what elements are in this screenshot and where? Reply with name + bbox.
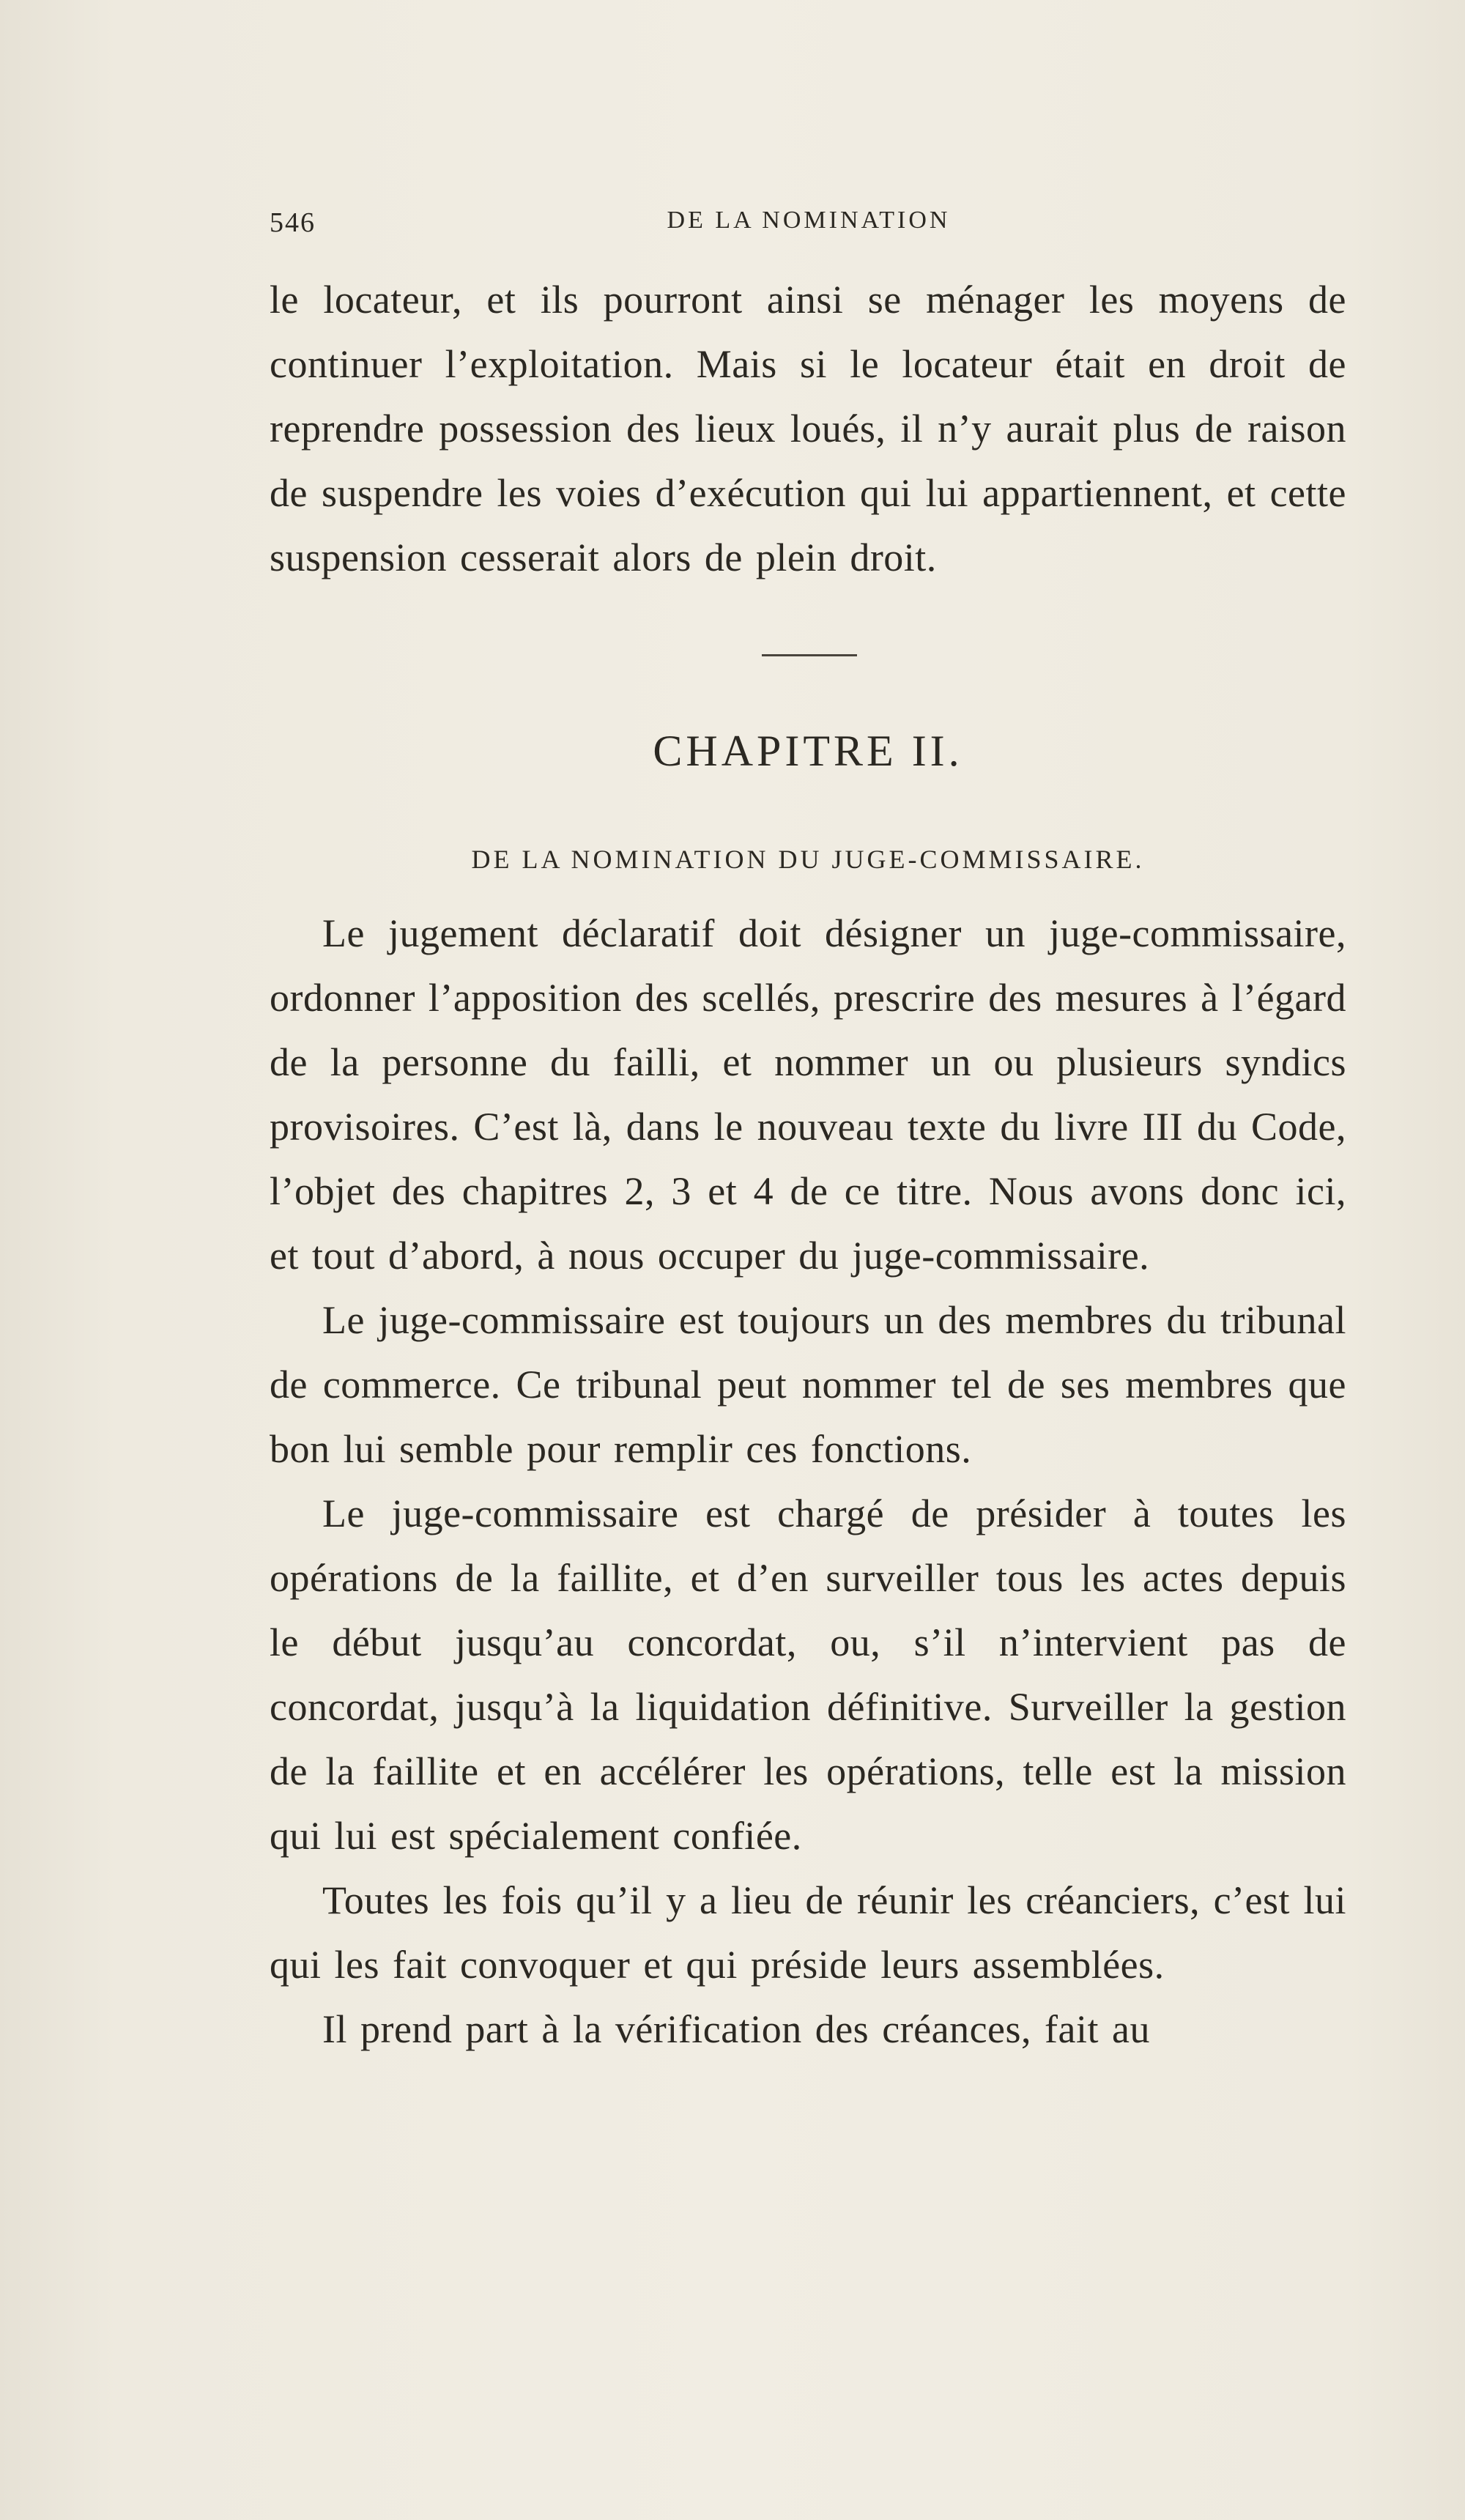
intro-text <box>270 267 1346 590</box>
intro-paragraph: le locateur, et ils pourront ainsi se ménager les moyens de continuer l’exploitation. Mais si le locateur était en droit de reprendre possession des lieux loués, il n’y aurait plus de raison de suspendre les voies d’exécution qui lui appartiennent, et cette suspension cesserait alors de plein droit. <box>270 278 1346 579</box>
paragraph-1: Le jugement déclaratif doit désigner un juge-commissaire, ordonner l’apposition des scellés, prescrire des mesures à l’égard de la personne du failli, et nommer un ou plusieurs syndics provisoires. C’est là, dans le nouveau texte du livre III du Code, l’objet des chapitres 2, 3 et 4 de ce titre. Nous avons donc ici, et tout d’abord, à nous occuper du juge-commissaire. <box>270 911 1347 1278</box>
paragraph-3: Le juge-commissaire est chargé de présider à toutes les opérations de la faillite, et d’en surveiller tous les actes depuis le début jusqu’au concordat, ou, s’il n’intervient pas de concordat, jusqu’à la liquidation définitive. Surveiller la gestion de la faillite et en accélérer les opérations, telle est la mission qui lui est spécialement confiée. <box>270 1491 1346 1858</box>
section-divider <box>762 654 857 656</box>
chapter-body <box>270 901 1346 2061</box>
paragraph-4: Toutes les fois qu’il y a lieu de réunir les créanciers, c’est lui qui les fait convoquer et qui préside leurs assemblées. <box>270 1878 1346 1987</box>
paragraph-2: Le juge-commissaire est toujours un des membres du tribunal de commerce. Ce tribunal peut nommer tel de ses membres que bon lui semble pour remplir ces fonctions. <box>270 1298 1346 1471</box>
chapter-title: CHAPITRE II. <box>653 727 963 775</box>
paragraph-5: Il prend part à la vérification des créances, fait au <box>322 2007 1150 2051</box>
running-head: DE LA NOMINATION <box>667 207 951 234</box>
page-number: 546 <box>270 207 316 238</box>
chapter-subtitle: DE LA NOMINATION DU JUGE-COMMISSAIRE. <box>471 845 1145 874</box>
page-header <box>270 207 1348 243</box>
